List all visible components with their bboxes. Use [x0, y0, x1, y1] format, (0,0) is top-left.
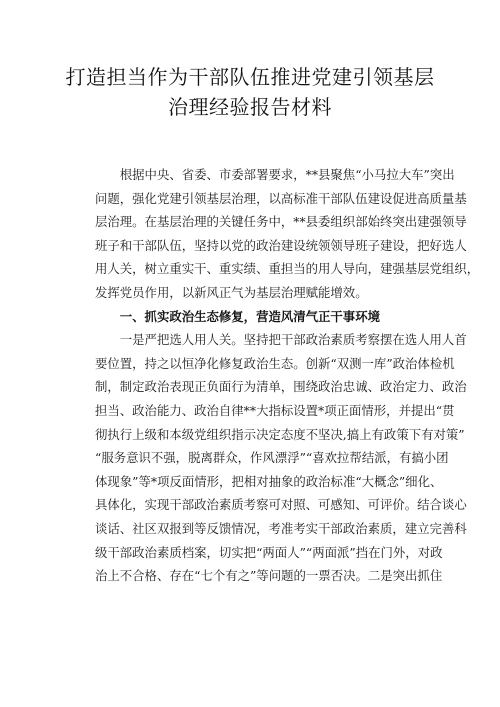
section-line: 担当、政治能力、政治自律**大指标设置*项正面情形，并提出“贯 — [95, 402, 455, 418]
section-line: 彻执行上级和本级党组织指示决定态度不坚决,搞上有政策下有对策” — [95, 426, 465, 442]
document-body — [95, 163, 480, 588]
section-line: 级干部政治素质档案，切实把“两面人”“两面派”挡在门外，对政 — [95, 544, 443, 560]
section-line: 谈话、社区双报到等反馈情况，考准考实干部政治素质，建立完善科 — [95, 520, 467, 536]
section-line: “服务意识不强，脱离群众，作风漂浮”“喜欢拉帮结派，有搞小团 — [95, 450, 449, 466]
section-heading: 一、抓实政治生态修复，营造风清气正干事环境 — [95, 308, 380, 324]
title-line-2: 治理经验报告材料 — [168, 95, 332, 119]
section-line: 一是严把选人用人关。坚持把干部政治素质考察摆在选人用人首 — [95, 332, 467, 348]
title-line-1: 打造担当作为干部队伍推进党建引领基层 — [65, 65, 435, 89]
section-paragraph — [95, 328, 467, 588]
document-title — [40, 62, 460, 122]
section-line: 治上不合格、存在“七个有之”等问题的一票否决。二是突出抓住 — [95, 568, 443, 584]
section-line: 制，制定政治表现正负面行为清单，围绕政治忠诚、政治定力、政治 — [95, 379, 467, 395]
intro-line: 层治理。在基层治理的关键任务中，**县委组织部始终突出建强领导 — [95, 214, 467, 230]
section-line: 要位置，持之以恒净化修复政治生态。创新“双测一库”政治体检机 — [95, 355, 455, 371]
intro-line: 问题，强化党建引领基层治理，以高标准干部队伍建设促进高质量基 — [95, 190, 467, 206]
section-line: 体现象”等*项反面情形，把相对抽象的政治标准“大概念”细化、 — [95, 473, 443, 489]
intro-line: 班子和干部队伍，坚持以党的政治建设统领领导班子建设，把好选人 — [95, 237, 467, 253]
section-line: 具体化，实现干部政治素质考察可对照、可感知、可评价。结合谈心 — [95, 497, 467, 513]
intro-line: 用人关，树立重实干、重实绩、重担当的用人导向，建强基层党组织， — [95, 261, 480, 277]
intro-line: 发挥党员作用，以新风正气为基层治理赋能增效。 — [95, 284, 368, 300]
intro-line: 根据中央、省委、市委部署要求，**县聚焦“小马拉大车”突出 — [95, 167, 455, 182]
intro-paragraph — [95, 163, 480, 305]
